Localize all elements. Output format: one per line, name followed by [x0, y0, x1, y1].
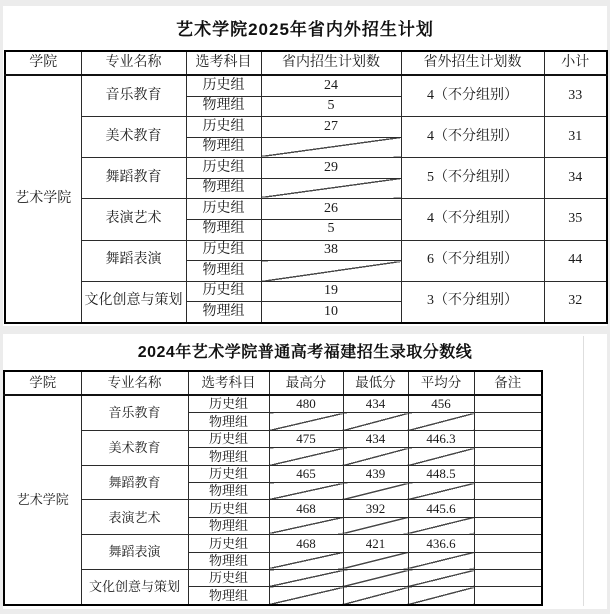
subtotal-cell: 31	[544, 117, 607, 158]
remark-cell	[474, 395, 542, 413]
header-max-score: 最高分	[269, 371, 343, 395]
max-score-cell	[269, 448, 343, 465]
subject-group-cell: 历史组	[186, 281, 261, 302]
in-province-plan-cell: 27	[261, 117, 401, 138]
max-score-cell	[269, 413, 343, 430]
in-province-plan-cell: 10	[261, 302, 401, 323]
min-score-cell	[343, 570, 408, 587]
remark-cell	[474, 570, 542, 587]
min-score-cell: 434	[343, 430, 408, 447]
subject-group-cell: 历史组	[188, 395, 269, 413]
table-row	[5, 158, 607, 179]
avg-score-cell	[408, 448, 474, 465]
avg-score-cell: 446.3	[408, 430, 474, 447]
subject-group-cell: 物理组	[186, 261, 261, 282]
avg-score-cell: 436.6	[408, 535, 474, 552]
table-row	[5, 281, 607, 302]
subject-group-cell: 物理组	[188, 587, 269, 605]
max-score-cell	[269, 570, 343, 587]
max-score-cell	[269, 552, 343, 569]
major-cell: 音乐教育	[81, 75, 186, 117]
major-cell: 美术教育	[81, 430, 188, 465]
avg-score-cell	[408, 570, 474, 587]
table-row	[5, 240, 607, 261]
subject-group-cell: 历史组	[188, 535, 269, 552]
in-province-plan-cell	[261, 261, 401, 282]
major-cell: 舞蹈表演	[81, 535, 188, 570]
table-row	[4, 500, 542, 517]
table-row	[5, 117, 607, 138]
in-province-plan-cell: 5	[261, 96, 401, 117]
table-row	[4, 395, 542, 413]
subtotal-cell: 34	[544, 158, 607, 199]
subject-group-cell: 历史组	[186, 75, 261, 96]
table-row	[4, 535, 542, 552]
in-province-plan-cell	[261, 178, 401, 199]
header-out-province-plan: 省外招生计划数	[401, 51, 544, 75]
major-cell: 音乐教育	[81, 395, 188, 430]
min-score-cell	[343, 552, 408, 569]
subject-group-cell: 历史组	[188, 430, 269, 447]
max-score-cell	[269, 587, 343, 605]
subject-group-cell: 历史组	[188, 500, 269, 517]
subject-group-cell: 物理组	[188, 552, 269, 569]
avg-score-cell	[408, 587, 474, 605]
header-college: 学院	[4, 371, 81, 395]
out-province-plan-cell: 6（不分组别）	[401, 240, 544, 281]
subject-group-cell: 历史组	[188, 570, 269, 587]
major-cell: 舞蹈表演	[81, 240, 186, 281]
header-subject-group: 选考科目	[188, 371, 269, 395]
max-score-cell: 465	[269, 465, 343, 482]
out-province-plan-cell: 3（不分组别）	[401, 281, 544, 323]
avg-score-cell: 448.5	[408, 465, 474, 482]
remark-cell	[474, 587, 542, 605]
plan-table-title: 艺术学院2025年省内外招生计划	[176, 19, 434, 39]
subject-group-cell: 物理组	[186, 96, 261, 117]
remark-cell	[474, 448, 542, 465]
subject-group-cell: 历史组	[186, 158, 261, 179]
min-score-cell	[343, 483, 408, 500]
table-row	[4, 570, 542, 587]
in-province-plan-cell: 5	[261, 219, 401, 240]
avg-score-cell	[408, 483, 474, 500]
subtotal-cell: 33	[544, 75, 607, 117]
min-score-cell: 392	[343, 500, 408, 517]
out-province-plan-cell: 4（不分组别）	[401, 75, 544, 117]
max-score-cell: 475	[269, 430, 343, 447]
major-cell: 表演艺术	[81, 500, 188, 535]
major-cell: 舞蹈教育	[81, 465, 188, 500]
out-province-plan-cell: 5（不分组别）	[401, 158, 544, 199]
avg-score-cell: 445.6	[408, 500, 474, 517]
subject-group-cell: 历史组	[186, 199, 261, 220]
subtotal-cell: 35	[544, 199, 607, 240]
avg-score-cell	[408, 413, 474, 430]
major-cell: 文化创意与策划	[81, 570, 188, 606]
admission-score-table	[3, 370, 543, 606]
table-row	[4, 430, 542, 447]
plan-table-header-row	[5, 51, 607, 75]
max-score-cell	[269, 517, 343, 534]
subject-group-cell: 历史组	[186, 117, 261, 138]
in-province-plan-cell	[261, 137, 401, 158]
out-province-plan-cell: 4（不分组别）	[401, 117, 544, 158]
subject-group-cell: 物理组	[188, 448, 269, 465]
major-cell: 表演艺术	[81, 199, 186, 240]
min-score-cell	[343, 448, 408, 465]
college-cell: 艺术学院	[5, 75, 81, 323]
major-cell: 美术教育	[81, 117, 186, 158]
remark-cell	[474, 483, 542, 500]
in-province-plan-cell: 38	[261, 240, 401, 261]
score-table-title: 2024年艺术学院普通高考福建招生录取分数线	[137, 343, 473, 361]
max-score-cell: 468	[269, 535, 343, 552]
header-avg-score: 平均分	[408, 371, 474, 395]
avg-score-cell	[408, 517, 474, 534]
min-score-cell: 421	[343, 535, 408, 552]
header-major: 专业名称	[81, 51, 186, 75]
min-score-cell: 439	[343, 465, 408, 482]
subject-group-cell: 历史组	[186, 240, 261, 261]
remark-cell	[474, 500, 542, 517]
header-college: 学院	[5, 51, 81, 75]
remark-cell	[474, 535, 542, 552]
avg-score-cell	[408, 552, 474, 569]
major-cell: 舞蹈教育	[81, 158, 186, 199]
subject-group-cell: 物理组	[188, 413, 269, 430]
subject-group-cell: 物理组	[188, 483, 269, 500]
table-row	[5, 199, 607, 220]
min-score-cell	[343, 517, 408, 534]
out-province-plan-cell: 4（不分组别）	[401, 199, 544, 240]
subject-group-cell: 物理组	[188, 517, 269, 534]
remark-cell	[474, 430, 542, 447]
in-province-plan-cell: 26	[261, 199, 401, 220]
in-province-plan-cell: 19	[261, 281, 401, 302]
subject-group-cell: 物理组	[186, 302, 261, 323]
header-major: 专业名称	[81, 371, 188, 395]
subject-group-cell: 物理组	[186, 219, 261, 240]
subtotal-cell: 44	[544, 240, 607, 281]
header-min-score: 最低分	[343, 371, 408, 395]
major-cell: 文化创意与策划	[81, 281, 186, 323]
header-subject-group: 选考科目	[186, 51, 261, 75]
in-province-plan-cell: 29	[261, 158, 401, 179]
in-province-plan-cell: 24	[261, 75, 401, 96]
subtotal-cell: 32	[544, 281, 607, 323]
table-row	[5, 75, 607, 96]
header-subtotal: 小计	[544, 51, 607, 75]
header-remark: 备注	[474, 371, 542, 395]
max-score-cell: 480	[269, 395, 343, 413]
score-table-header-row	[4, 371, 542, 395]
table-row	[4, 465, 542, 482]
remark-cell	[474, 552, 542, 569]
max-score-cell	[269, 483, 343, 500]
page-margin-bottom	[0, 609, 610, 614]
subject-group-cell: 历史组	[188, 465, 269, 482]
min-score-cell	[343, 587, 408, 605]
remark-cell	[474, 413, 542, 430]
remark-cell	[474, 517, 542, 534]
remark-cell	[474, 465, 542, 482]
min-score-cell: 434	[343, 395, 408, 413]
header-in-province-plan: 省内招生计划数	[261, 51, 401, 75]
min-score-cell	[343, 413, 408, 430]
subject-group-cell: 物理组	[186, 178, 261, 199]
max-score-cell: 468	[269, 500, 343, 517]
spreadsheet-gridline	[583, 336, 584, 606]
college-cell: 艺术学院	[4, 395, 81, 605]
avg-score-cell: 456	[408, 395, 474, 413]
subject-group-cell: 物理组	[186, 137, 261, 158]
enrollment-plan-table	[4, 50, 608, 324]
